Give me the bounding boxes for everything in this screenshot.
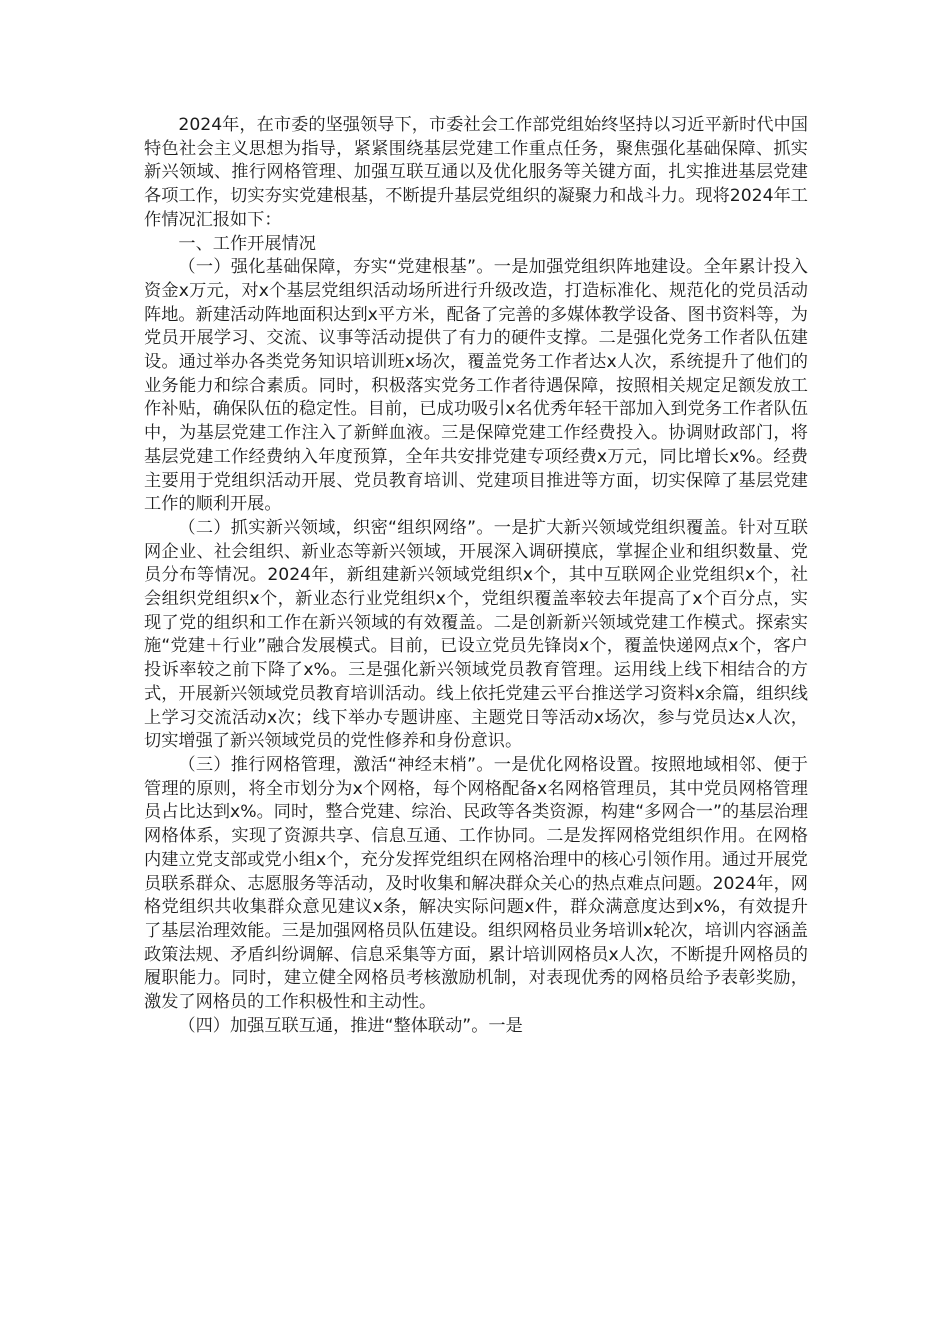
paragraph-interconnection: （四）加强互联互通，推进“整体联动”。一是 bbox=[178, 1015, 523, 1036]
paragraph-grid-management: （三）推行网格管理，激活“神经末梢”。一是优化网格设置。按照地域相邻、便于管理的原则，将全市划分为x个网格，每个网格配备x名网格管理员，其中党员网格管理员占比达到x%。同时，整合党建、综治、民政等各类资源，构建“多网合一”的基层治理网格体系，实现了资源共享、信息互通、工作协同。二是发挥网格党组织作用。在网格内建立党支部或党小组x个，充分发挥党组织在网格治理中的核心引领作用。通过开展党员联系群众、志愿服务等活动，及时收集和解决群众关心的热点难点问题。2024年，网格党组织共收集群众意见建议x条，解决实际问题x件，群众满意度达到x%，有效提升了基层治理效能。三是加强网格员队伍建设。组织网格员业务培训x轮次，培训内容涵盖政策法规、矛盾纠纷调解、信息采集等方面，累计培训网格员x人次，不断提升网格员的履职能力。同时，建立健全网格员考核激励机制，对表现优秀的网格员给予表彰奖励，激发了网格员的工作积极性和主动性。 bbox=[144, 754, 808, 1013]
intro-paragraph: 2024年，在市委的坚强领导下，市委社会工作部党组始终坚持以习近平新时代中国特色社会主义思想为指导，紧紧围绕基层党建工作重点任务，聚焦强化基础保障、抓实新兴领域、推行网格管理、加强互联互通以及优化服务等关键方面，扎实推进基层党建各项工作，切实夯实党建根基，不断提升基层党组织的凝聚力和战斗力。现将2024年工作情况汇报如下： bbox=[144, 115, 808, 230]
paragraph-basic-guarantee: （一）强化基础保障，夯实“党建根基”。一是加强党组织阵地建设。全年累计投入资金x万元，对x个基层党组织活动场所进行升级改造，打造标准化、规范化的党员活动阵地。新建活动阵地面积达到x平方米，配备了完善的多媒体教学设备、图书资料等，为党员开展学习、交流、议事等活动提供了有力的硬件支撑。二是强化党务工作者队伍建设。通过举办各类党务知识培训班x场次，覆盖党务工作者达x人次，系统提升了他们的业务能力和综合素质。同时，积极落实党务工作者待遇保障，按照相关规定足额发放工作补贴，确保队伍的稳定性。目前，已成功吸引x名优秀年轻干部加入到党务工作者队伍中，为基层党建工作注入了新鲜血液。三是保障党建工作经费投入。协调财政部门，将基层党建工作经费纳入年度预算，全年共安排党建专项经费x万元，同比增长x%。经费主要用于党组织活动开展、党员教育培训、党建项目推进等方面，切实保障了基层党建工作的顺利开展。 bbox=[144, 257, 808, 515]
paragraph-new-fields: （二）抓实新兴领域，织密“组织网络”。一是扩大新兴领域党组织覆盖。针对互联网企业、社会组织、新业态等新兴领域，开展深入调研摸底，掌握企业和组织数量、党员分布等情况。2024年，新组建新兴领域党组织x个，其中互联网企业党组织x个，社会组织党组织x个，新业态行业党组织x个，党组织覆盖率较去年提高了x个百分点，实现了党的组织和工作在新兴领域的有效覆盖。二是创新新兴领域党建工作模式。探索实施“党建＋行业”融合发展模式。目前，已设立党员先锋岗x个，覆盖快递网点x个，客户投诉率较之前下降了x%。三是强化新兴领域党员教育管理。运用线上线下相结合的方式，开展新兴领域党员教育培训活动。线上依托党建云平台推送学习资料x余篇，组织线上学习交流活动x次；线下举办专题讲座、主题党日等活动x场次，参与党员达x人次，切实增强了新兴领域党员的党性修养和身份意识。 bbox=[144, 517, 808, 752]
section-heading: 一、工作开展情况 bbox=[178, 233, 316, 254]
document-body bbox=[144, 114, 808, 1038]
